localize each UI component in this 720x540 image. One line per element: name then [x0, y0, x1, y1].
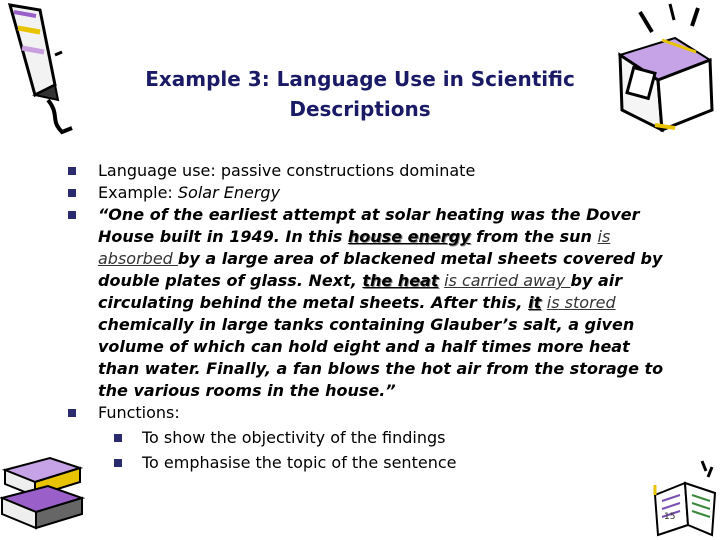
quote-part: from the sun: [470, 227, 598, 246]
square-bullet-icon: [68, 211, 76, 219]
bullet-text: Language use: passive constructions dominate: [98, 161, 476, 180]
square-bullet-icon: [68, 167, 76, 175]
bullet-example: [62, 182, 672, 204]
slide-title: [100, 64, 620, 124]
page-number: 15: [664, 512, 676, 522]
quote-part: by a large area of blackened metal sheets covered by double plates of glass. Next,: [98, 249, 663, 290]
quote-emphasis: it: [528, 293, 542, 312]
quote-emphasis: house energy: [347, 227, 471, 246]
example-title: Solar Energy: [177, 183, 281, 202]
bullet-text: To emphasise the topic of the sentence: [142, 453, 457, 472]
bullet-text: Functions:: [98, 403, 180, 422]
bullet-text: To show the objectivity of the findings: [142, 428, 446, 447]
bullet-list: [62, 160, 672, 474]
pencil-clipart-icon: [0, 0, 90, 140]
slide-title-line-1: Example 3: Language Use in Scientific: [145, 67, 575, 91]
bullet-text: Example:: [98, 183, 178, 202]
quote-passive: is absorbed: [98, 227, 611, 268]
quote-emphasis: the heat: [362, 271, 439, 290]
bullet-functions: [62, 402, 672, 424]
sub-bullet-emphasise: [62, 452, 672, 474]
quote-part: “One of the earliest attempt at solar heating was the Dover House built in 1949. In this: [98, 205, 640, 246]
square-bullet-icon: [114, 459, 122, 467]
slide-title-line-2: Descriptions: [289, 97, 431, 121]
bullet-quote: [62, 204, 672, 402]
quote-text: [98, 205, 663, 400]
square-bullet-icon: [114, 434, 122, 442]
quote-passive: is carried away: [444, 271, 571, 290]
quote-part: chemically in large tanks containing Glauber’s salt, a given volume of which can hold eight and a half times more heat than water. Finally, a fan blows the hot air from the storage to the various rooms in the house.”: [98, 315, 664, 400]
quote-passive: is stored: [546, 293, 616, 312]
square-bullet-icon: [68, 409, 76, 417]
square-bullet-icon: [68, 189, 76, 197]
sub-bullet-objectivity: [62, 427, 672, 449]
bullet-language-use: [62, 160, 672, 182]
quote-part: by air circulating behind the metal sheets. After this,: [98, 271, 623, 312]
